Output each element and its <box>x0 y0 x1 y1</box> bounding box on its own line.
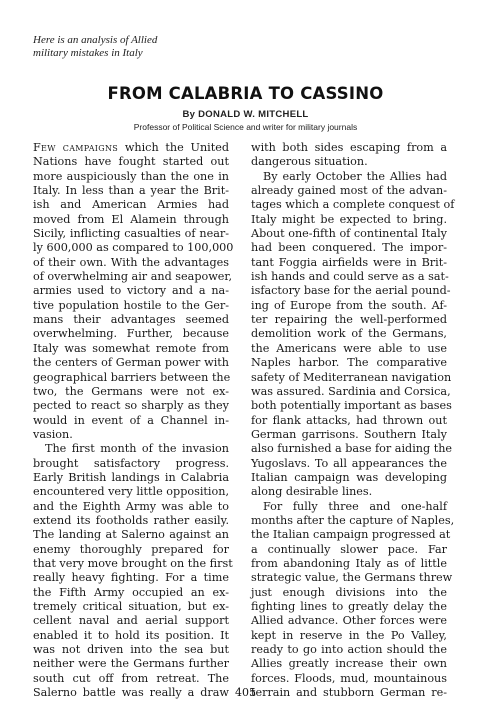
intro-note <box>33 34 233 60</box>
text-line <box>33 586 229 600</box>
text-line <box>251 657 447 671</box>
line-text: already gained most of the advan- <box>251 184 447 198</box>
article-title: FROM CALABRIA TO CASSINO <box>107 84 384 103</box>
line-text: really heavy fighting. For a time <box>33 571 229 585</box>
line-text: Allied advance. Other forces were <box>251 614 447 628</box>
line-text: Italy might be expected to bring. <box>251 212 447 226</box>
text-line <box>251 414 447 428</box>
line-text: Allies greatly increase their own <box>251 657 447 671</box>
text-line <box>33 241 234 255</box>
text-line <box>33 371 229 385</box>
text-line <box>33 442 229 456</box>
text-line <box>33 299 229 313</box>
line-text: enabled it to hold its position. It <box>33 628 229 642</box>
text-line <box>251 270 447 284</box>
line-text: German garrisons. Southern Italy <box>251 427 447 441</box>
text-line <box>33 227 229 241</box>
line-text: Italian campaign was developing <box>251 470 447 484</box>
text-line <box>33 385 229 399</box>
text-line <box>251 471 447 485</box>
line-text: kept in reserve in the Po Valley, <box>251 628 447 642</box>
line-text: ready to go into action should the <box>251 643 447 657</box>
line-text: safety of Mediterranean navigation <box>251 370 452 384</box>
line-text: tant Foggia airfields were in Brit- <box>251 255 447 269</box>
left-column <box>33 141 234 700</box>
text-line <box>33 457 229 471</box>
text-line <box>33 614 229 628</box>
line-text: had been conquered. The impor- <box>251 241 447 255</box>
line-text: forces. Floods, mud, mountainous <box>251 671 447 685</box>
line-text: both potentially important as bases <box>251 399 452 413</box>
text-line <box>251 184 447 198</box>
text-line <box>251 614 447 628</box>
line-text: By early October the Allies had <box>263 169 447 183</box>
line-text: vasion. <box>33 427 73 441</box>
text-line <box>33 543 229 557</box>
text-line <box>33 270 233 284</box>
text-line <box>33 356 229 370</box>
line-text: tive population hostile to the Ger- <box>33 298 229 312</box>
text-line <box>251 356 447 370</box>
text-line <box>33 414 229 428</box>
text-line <box>33 342 229 356</box>
text-line <box>251 299 447 313</box>
text-line <box>251 571 453 585</box>
text-line <box>33 672 229 686</box>
text-line <box>251 227 447 241</box>
line-text: with both sides escaping from a <box>251 141 447 154</box>
line-text: also furnished a base for aiding the <box>251 442 453 456</box>
line-text: Naples harbor. The comparative <box>251 356 447 370</box>
text-line <box>251 370 452 385</box>
text-line <box>251 327 447 341</box>
line-text: of their own. With the advantages <box>33 255 229 269</box>
text-line <box>251 241 447 255</box>
line-text: neither were the Germans further <box>33 657 229 671</box>
line-text: Italy. In less than a year the Brit- <box>33 184 229 198</box>
line-text: armies used to victory and a na- <box>33 284 229 298</box>
line-text: Salerno battle was really a draw <box>33 686 229 700</box>
line-text: south cut off from retreat. The <box>33 671 229 685</box>
drop-lead-words: Few campaigns <box>33 141 119 154</box>
line-text: for flank attacks, had thrown out <box>251 413 447 427</box>
line-text: ish and American Armies had <box>33 198 229 212</box>
line-text: just enough divisions into the <box>251 585 447 599</box>
author-affiliation: Professor of Political Science and writer for military journals <box>133 122 358 132</box>
line-text: mans their advantages seemed <box>33 313 229 327</box>
text-line <box>251 155 447 169</box>
line-text: tages which a complete conquest of <box>251 198 455 212</box>
text-line <box>251 586 447 600</box>
text-line <box>33 571 229 585</box>
text-line <box>251 198 455 212</box>
line-text: The first month of the invasion <box>45 442 229 456</box>
line-text: moved from El Alamein through <box>33 212 229 226</box>
line-text: For fully three and one-half <box>263 499 447 513</box>
line-text: isfactory base for the aerial pound- <box>251 284 451 298</box>
line-text: Nations have fought started out <box>33 155 229 169</box>
text-line <box>251 213 447 227</box>
text-line <box>251 513 455 528</box>
line-text: along desirable lines. <box>251 485 373 499</box>
line-text: the Italian campaign progressed at <box>251 528 451 542</box>
line-text: the centers of German power with <box>33 356 229 370</box>
line-text: from abandoning Italy as of little <box>251 556 447 570</box>
line-text: encountered very little opposition, <box>33 485 229 499</box>
line-text: months after the capture of Naples, <box>251 513 455 527</box>
text-line <box>33 198 229 212</box>
text-line <box>33 485 229 499</box>
text-line <box>33 643 229 657</box>
line-text: cellent naval and aerial support <box>33 614 229 628</box>
line-text: Yugoslavs. To all appearances the <box>251 456 447 470</box>
text-line <box>251 528 451 542</box>
text-line <box>33 556 233 571</box>
text-line <box>251 428 447 442</box>
text-line <box>251 543 447 557</box>
line-text: the Americans were able to use <box>251 341 447 355</box>
text-line <box>33 313 229 327</box>
line-text: and the Eighth Army was able to <box>33 499 229 513</box>
text-line <box>33 657 229 671</box>
line-text: was not driven into the sea but <box>33 643 229 657</box>
intro-line: military mistakes in Italy <box>33 47 143 59</box>
line-text: fighting lines to greatly delay the <box>251 600 447 613</box>
text-line <box>251 500 447 514</box>
text-line <box>33 155 229 169</box>
text-line <box>33 428 229 442</box>
text-line <box>251 557 447 571</box>
text-line <box>33 141 229 155</box>
text-line <box>251 485 447 499</box>
page-number: 405 <box>235 686 256 699</box>
line-text: Early British landings in Calabria <box>33 470 229 484</box>
text-line <box>251 342 447 356</box>
text-line <box>33 528 229 542</box>
text-line <box>33 399 229 413</box>
text-line <box>251 313 447 327</box>
line-text: which the United <box>124 141 230 154</box>
text-line <box>251 457 447 471</box>
intro-line: Here is an analysis of Allied <box>33 34 158 46</box>
text-line <box>33 184 229 198</box>
text-line <box>33 629 229 643</box>
line-text: ing of Europe from the south. Af- <box>251 298 447 312</box>
line-text: a continually slower pace. Far <box>251 542 447 556</box>
line-text: demolition work of the Germans, <box>251 327 447 341</box>
text-line <box>251 170 447 184</box>
text-line <box>33 284 229 298</box>
line-text: tremely critical situation, but ex- <box>33 600 229 613</box>
line-text: pected to react so sharply as they <box>33 399 229 413</box>
line-text: would in event of a Channel in- <box>33 413 229 427</box>
line-text: terrain and stubborn German re- <box>251 686 447 700</box>
line-text: the Fifth Army occupied an ex- <box>33 585 229 599</box>
text-line <box>33 500 229 514</box>
line-text: geographical barriers between the <box>33 370 231 384</box>
text-line <box>251 399 452 413</box>
text-line <box>33 256 229 270</box>
line-text: was assured. Sardinia and Corsica, <box>251 384 451 398</box>
line-text: that very move brought on the first <box>33 556 233 570</box>
line-text: more auspiciously than the one in <box>33 169 229 183</box>
line-text: overwhelming. Further, because <box>33 327 229 341</box>
line-text: ter repairing the well-performed <box>251 313 447 327</box>
text-line <box>33 327 229 341</box>
line-text: of overwhelming air and seapower, <box>33 270 233 284</box>
text-line <box>251 284 451 298</box>
text-line <box>251 442 453 456</box>
line-text: enemy thoroughly prepared for <box>33 542 229 556</box>
right-column <box>251 141 455 700</box>
text-line <box>251 384 451 399</box>
line-text: ish hands and could serve as a sat- <box>251 270 449 284</box>
text-line <box>33 514 229 528</box>
line-text: Sicily, inflicting casualties of near- <box>33 227 229 241</box>
line-text: dangerous situation. <box>251 155 368 169</box>
text-line <box>251 629 447 643</box>
line-text: ly 600,000 as compared to 100,000 <box>33 241 234 255</box>
line-text: brought satisfactory progress. <box>33 456 229 470</box>
text-line <box>33 213 229 227</box>
text-line <box>251 256 447 270</box>
line-text: The landing at Salerno against an <box>33 528 229 542</box>
text-line <box>33 600 229 614</box>
text-line <box>251 643 447 657</box>
line-text: About one-fifth of continental Italy <box>251 227 447 241</box>
author-byline: By DONALD W. MITCHELL <box>182 109 309 120</box>
line-text: Italy was somewhat remote from <box>33 341 229 355</box>
line-text: extend its footholds rather easily. <box>33 513 229 527</box>
text-line <box>251 600 447 614</box>
text-line <box>251 672 447 686</box>
line-text: strategic value, the Germans threw <box>251 571 453 585</box>
line-text: two, the Germans were not ex- <box>33 384 229 398</box>
text-line <box>251 141 447 155</box>
text-line <box>33 471 229 485</box>
text-line <box>33 170 229 184</box>
